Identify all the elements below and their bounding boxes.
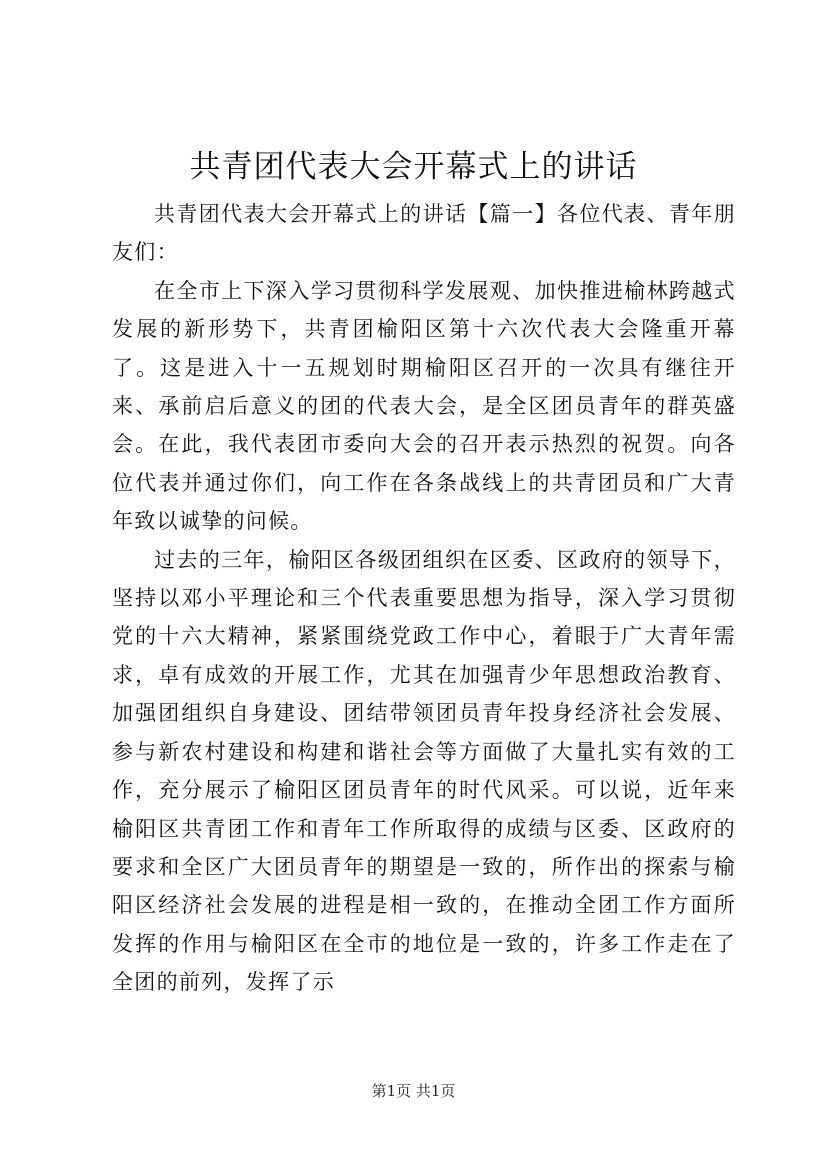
page-number-footer: 第1页 共1页 bbox=[371, 1082, 456, 1100]
paragraph-greeting: 共青团代表大会开幕式上的讲话【篇一】各位代表、青年朋友们： bbox=[112, 202, 736, 265]
document-title: 共青团代表大会开幕式上的讲话 bbox=[189, 149, 638, 185]
document-body bbox=[112, 195, 736, 1002]
paragraph-opening: 在全市上下深入学习贯彻科学发展观、加快推进榆林跨越式发展的新形势下，共青团榆阳区第十六次代表大会隆重开幕了。这是进入十一五规划时期榆阳区召开的一次具有继往开来、承前启后意义的团的代表大会，是全区团员青年的群英盛会。在此，我代表团市委向大会的召开表示热烈的祝贺。向各位代表并通过你们，向工作在各条战线上的共青团员和广大青年致以诚挚的问候。 bbox=[112, 278, 736, 534]
paragraph-review: 过去的三年，榆阳区各级团组织在区委、区政府的领导下，坚持以邓小平理论和三个代表重要思想为指导，深入学习贯彻党的十六大精神，紧紧围绕党政工作中心，着眼于广大青年需求，卓有成效的开展工作，尤其在加强青少年思想政治教育、加强团组织自身建设、团结带领团员青年投身经济社会发展、参与新农村建设和构建和谐社会等方面做了大量扎实有效的工作，充分展示了榆阳区团员青年的时代风采。可以说，近年来榆阳区共青团工作和青年工作所取得的成绩与区委、区政府的要求和全区广大团员青年的期望是一致的，所作出的探索与榆阳区经济社会发展的进程是相一致的，在推动全团工作方面所发挥的作用与榆阳区在全市的地位是一致的，许多工作走在了全团的前列，发挥了示 bbox=[112, 547, 736, 995]
